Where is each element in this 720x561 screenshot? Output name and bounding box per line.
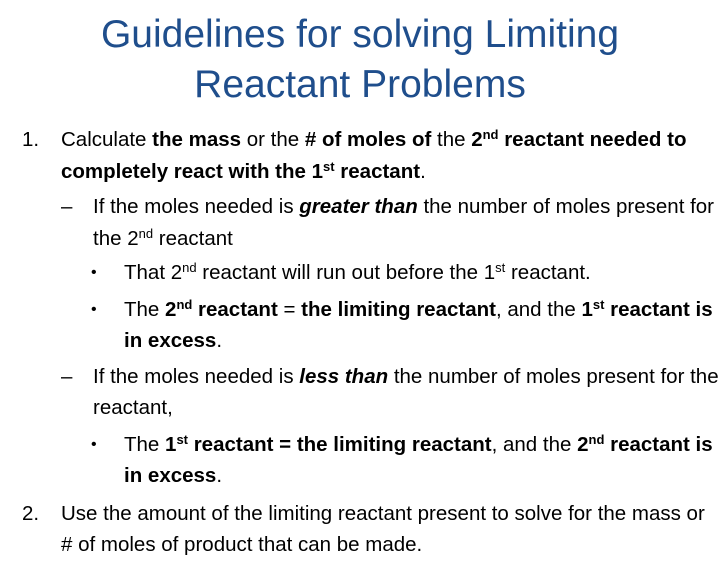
step-1-bold-end: reactant <box>334 159 421 183</box>
sub-greater-text-a: If the moles needed is <box>93 195 300 218</box>
step-1-text-c: the <box>431 128 472 151</box>
bullet-first-num2: 2 <box>577 432 589 456</box>
bullet-second-period: . <box>216 329 223 352</box>
sub-less-text-b: the number of moles present for the reactant, <box>93 364 719 419</box>
slide-content <box>0 124 720 561</box>
step-1-number: 1. <box>22 128 40 151</box>
bullet-first-period: . <box>216 464 223 487</box>
step-1-text-a: Calculate <box>61 128 153 151</box>
sub-greater-sup: nd <box>138 225 154 241</box>
bullet-second-equals: = <box>277 297 302 321</box>
step-1-bold-num: 2 <box>471 128 483 151</box>
step-2 <box>0 498 720 561</box>
sub-greater-text-b: the number of moles present for the 2 <box>93 195 715 250</box>
bullet-second-num2: 1 <box>581 297 593 321</box>
step-2-number: 2. <box>22 501 40 525</box>
dash-marker: – <box>61 364 73 388</box>
bullet-marker: • <box>91 300 97 318</box>
sub-less-text-a: If the moles needed is <box>93 364 300 388</box>
bullet-first-limiting: reactant = the limiting reactant <box>188 432 492 456</box>
bullet-second-excess: reactant is in excess <box>124 297 713 352</box>
bullet-first-bold-1 <box>165 433 492 456</box>
dash-marker: – <box>61 195 73 218</box>
bullet-run-out-c: reactant. <box>505 261 591 284</box>
bullet-marker: • <box>91 264 97 281</box>
step-2-text: Use the amount of the limiting reactant present to solve for the mass or # of moles of product that can be made. <box>61 501 705 556</box>
bullet-run-out-a: That 2 <box>124 261 183 284</box>
step-1-bold-phrase: reactant needed to completely react with the 1 <box>61 128 687 183</box>
bullet-first-sup2: nd <box>588 431 605 447</box>
bullet-marker: • <box>91 435 97 453</box>
sub-point-greater <box>0 191 720 254</box>
sub-point-less <box>0 361 720 424</box>
bullet-second-bold-1 <box>165 298 278 321</box>
bullet-second-num: 2 <box>165 297 177 321</box>
bullet-first-excess: reactant is in excess <box>124 432 713 487</box>
bullet-first-limiting <box>0 429 720 492</box>
bullet-second-b: , and the <box>495 297 582 321</box>
bullet-run-out-b: reactant will run out before the 1 <box>196 261 496 284</box>
title-line-2: Reactant Problems <box>194 63 526 106</box>
bullet-first-b: , and the <box>491 432 578 456</box>
slide-title <box>40 10 680 110</box>
bullet-second-reactant: reactant <box>192 297 278 321</box>
bullet-second-a: The <box>124 297 166 321</box>
bullet-run-out-sup1: nd <box>182 260 197 275</box>
step-1 <box>0 124 720 187</box>
step-1-bold-moles: # of moles of <box>304 128 432 151</box>
bullet-second-sup1: nd <box>176 296 193 312</box>
bullet-second-sup2: st <box>592 296 605 312</box>
step-1-text-b: or the <box>241 128 305 151</box>
bullet-first-sup1: st <box>176 431 188 447</box>
bullet-first-a: The <box>124 432 166 456</box>
sub-greater-emphasis: greater than <box>299 195 418 218</box>
step-1-sup-st: st <box>323 158 335 174</box>
bullet-first-num: 1 <box>165 432 177 456</box>
step-1-sup-nd: nd <box>482 127 499 142</box>
sub-greater-text-c: reactant <box>153 226 233 250</box>
bullet-run-out <box>0 257 720 289</box>
step-1-bold-mass: the mass <box>152 128 242 151</box>
sub-less-emphasis: less than <box>299 364 389 388</box>
bullet-second-limiting: the limiting reactant <box>301 297 496 321</box>
bullet-second-limiting <box>0 294 720 357</box>
bullet-run-out-sup2: st <box>495 260 506 275</box>
step-1-period: . <box>420 159 426 183</box>
title-line-1: Guidelines for solving Limiting <box>100 13 620 56</box>
